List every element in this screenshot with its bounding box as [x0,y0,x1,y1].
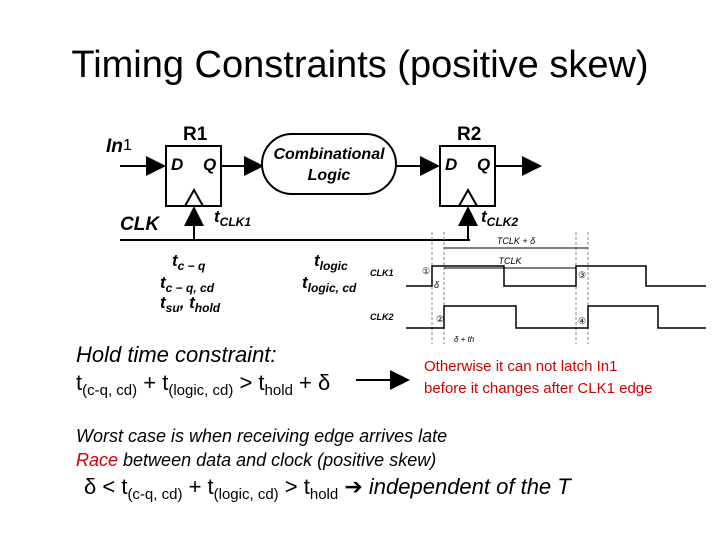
formula-sub-hold: hold [264,382,293,399]
r1-q-label: Q [203,155,217,174]
formula-t: t [76,370,83,395]
slide-title: Timing Constraints (positive skew) [71,44,649,86]
worst-case-line1: Worst case is when receiving edge arrives late [76,426,448,446]
final-gt: > t [278,474,310,499]
clk2-wave-label: CLK2 [370,312,394,322]
logic-label-line1: Combinational [273,146,385,163]
delta-marker: δ [434,280,440,290]
delta-th-label: δ + th [454,335,475,344]
note-arrow [354,370,414,390]
r2-d-label: D [445,155,458,174]
hold-constraint-heading: Hold time constraint: [76,342,277,367]
tlogic-label: $t_{logic}$ [314,251,348,273]
marker-1: ① [422,266,431,276]
combinational-logic-block [262,134,396,194]
marker-4: ④ [578,316,587,326]
marker-2: ② [436,314,445,324]
implies-arrow-icon: ➔ [344,474,363,499]
formula-tail: + δ [292,370,331,395]
final-sub-cq: (c-q, cd) [127,486,183,503]
final-sub-logic: (logic, cd) [213,486,279,503]
period-delta-label: TCLK + δ [496,236,536,246]
clk-label: CLK [120,214,160,235]
input-subscript: 1 [123,137,132,154]
r1-d-label: D [171,155,184,174]
latch-note-line2: before it changes after CLK1 edge [424,380,653,397]
final-delta: δ [84,474,97,499]
logic-label-line2: Logic [307,167,351,184]
latch-note [424,356,653,400]
tclk1-label: $t_{CLK1}$ [214,207,252,229]
final-constraint [84,474,571,503]
clk1-waveform [406,266,706,286]
tcq-label: $t_{c - q}$ [172,251,206,273]
race-word: Race [76,450,119,470]
worst-case-text [76,424,447,472]
worst-case-line2 [76,448,447,472]
clock-waveform [366,228,716,348]
formula-sub-cq: (c-q, cd) [82,382,138,399]
clk2-waveform [406,306,706,328]
final-sub-hold: hold [309,486,339,503]
final-tail: independent of the T [362,474,571,499]
r2-q-label: Q [477,155,491,174]
formula-sub-logic: (logic, cd) [168,382,234,399]
latch-note-line1: Otherwise it can not latch In1 [424,358,618,375]
formula-gt: > t [233,370,265,395]
tclk2-label: $t_{CLK2}$ [481,207,519,229]
marker-3: ③ [578,270,587,280]
tsu-thold-label: $t_{su}$, $t_{hold}$ [160,293,221,315]
input-label: In [106,136,123,157]
worst-case-line2-rest: between data and clock (positive skew) [118,450,437,470]
period-label: TCLK [498,256,522,266]
reg2-label: R2 [457,124,482,145]
final-plus: + t [182,474,214,499]
tlogic-cd-label: $t_{logic, cd}$ [302,273,357,295]
formula-plus: + t [137,370,169,395]
reg1-label: R1 [183,124,208,145]
clk1-wave-label: CLK1 [370,268,394,278]
hold-constraint-formula [76,370,330,399]
tcqcd-label: $t_{c - q, cd}$ [160,273,215,295]
final-lt: < t [96,474,128,499]
